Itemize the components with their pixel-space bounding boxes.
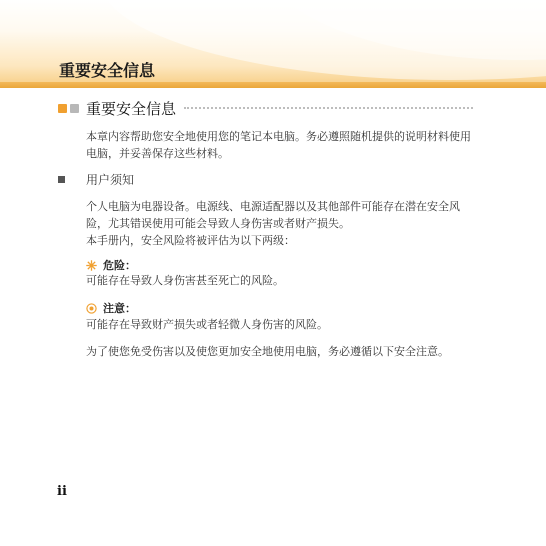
danger-label: 危险： xyxy=(103,259,136,272)
user-notice-label: 用户须知 xyxy=(86,173,135,187)
section-marker-gray-icon xyxy=(70,104,79,113)
section-title: 重要安全信息 xyxy=(86,99,177,118)
user-notice-bullet xyxy=(58,176,65,183)
section-heading xyxy=(58,99,473,117)
closing-text: 为了使您免受伤害以及使您更加安全地使用电脑，务必遵循以下安全注意。 xyxy=(86,345,449,358)
square-bullet-icon xyxy=(58,176,65,183)
chapter-title: 重要安全信息 xyxy=(59,61,156,80)
section-marker-orange-icon xyxy=(58,104,67,113)
burst-icon xyxy=(86,260,97,271)
section-dotted-rule xyxy=(184,107,473,109)
page-number: ii xyxy=(57,484,67,499)
danger-label-row xyxy=(86,257,136,273)
header-bottom-line xyxy=(0,82,546,88)
caution-label-row xyxy=(86,300,136,316)
user-notice-paragraph-1: 个人电脑为电器设备。电源线、电源适配器以及其他部件可能存在潜在安全风险，尤其错误使用可能会导致人身伤害或者财产损失。 xyxy=(86,200,460,230)
danger-text: 可能存在导致人身伤害甚至死亡的风险。 xyxy=(86,274,284,287)
target-icon xyxy=(86,303,97,314)
section-intro: 本章内容帮助您安全地使用您的笔记本电脑。务必遵照随机提供的说明材料使用电脑，并妥善保存这些材料。 xyxy=(86,130,471,160)
caution-text: 可能存在导致财产损失或者轻微人身伤害的风险。 xyxy=(86,318,328,331)
caution-label: 注意： xyxy=(103,302,136,315)
user-notice-paragraph-2: 本手册内，安全风险将被评估为以下两级： xyxy=(86,234,295,247)
